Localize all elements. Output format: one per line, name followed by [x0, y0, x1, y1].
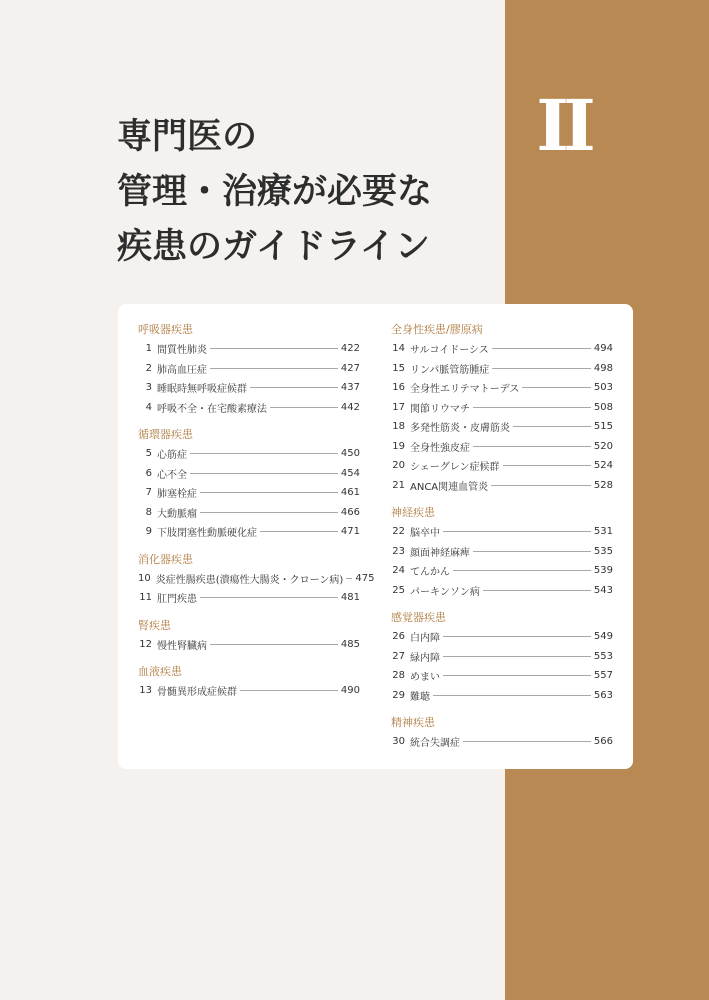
toc-leader-line	[260, 531, 338, 532]
toc-entry-page: 485	[340, 638, 360, 650]
toc-entry-title: 多発性筋炎・皮膚筋炎	[410, 423, 510, 435]
toc-leader-line	[522, 387, 591, 388]
toc-entry-number: 16	[392, 382, 405, 394]
toc-section	[138, 550, 375, 608]
toc-leader-line	[443, 531, 591, 532]
toc-entry-number: 8	[145, 506, 152, 518]
toc-entry-title: 呼吸不全・在宅酸素療法	[157, 403, 267, 415]
toc-entry-page: 508	[593, 401, 613, 413]
toc-entry-title: 関節リウマチ	[410, 403, 470, 415]
toc-entry-number: 13	[139, 685, 152, 697]
toc-section	[138, 425, 360, 542]
toc-entry-page: 553	[593, 650, 613, 662]
toc-entry-number: 5	[145, 448, 152, 460]
toc-entry-number: 20	[392, 460, 405, 472]
toc-entry[interactable]	[138, 444, 360, 464]
toc-entry-title: 慢性腎臓病	[157, 640, 207, 652]
toc-leader-line	[463, 741, 591, 742]
toc-entry-number: 3	[145, 382, 152, 394]
toc-entry-title: 難聴	[410, 691, 430, 703]
toc-entry-number: 14	[392, 343, 405, 355]
toc-entry-number: 11	[139, 592, 152, 604]
toc-section	[138, 662, 360, 701]
toc-entry-number: 26	[392, 631, 405, 643]
toc-leader-line	[473, 551, 591, 552]
title-line: 管理・治療が必要な	[117, 172, 433, 212]
toc-entry[interactable]	[138, 339, 360, 359]
toc-entry-title: 統合失調症	[410, 738, 460, 750]
toc-entry[interactable]	[391, 398, 613, 418]
toc-category-heading: 腎疾患	[138, 618, 171, 632]
toc-entry-title: 骨髄異形成症候群	[157, 687, 237, 699]
toc-entry[interactable]	[391, 627, 613, 647]
toc-entry[interactable]	[391, 732, 613, 752]
toc-entry-number: 2	[145, 362, 152, 374]
toc-leader-line	[453, 570, 591, 571]
toc-entry-title: 大動脈瘤	[157, 508, 197, 520]
toc-entry-title: 間質性肺炎	[157, 345, 207, 357]
toc-leader-line	[473, 446, 591, 447]
toc-entry-number: 9	[145, 526, 152, 538]
toc-entry-number: 29	[392, 689, 405, 701]
toc-entry-number: 24	[392, 565, 405, 577]
toc-leader-line	[240, 690, 338, 691]
part-numeral: II	[536, 84, 590, 167]
toc-entry-page: 471	[340, 526, 360, 538]
toc-entry-page: 437	[340, 382, 360, 394]
toc-entry[interactable]	[391, 456, 613, 476]
toc-entry-page: 528	[593, 479, 613, 491]
toc-entry-page: 461	[340, 487, 360, 499]
toc-category-heading: 全身性疾患/膠原病	[391, 323, 483, 336]
toc-entry[interactable]	[138, 483, 360, 503]
toc-entry[interactable]	[391, 686, 613, 706]
toc-leader-line	[503, 465, 591, 466]
toc-entry-page: 549	[593, 631, 613, 643]
toc-entry-title: 炎症性腸疾患(潰瘍性大腸炎・クローン病)	[155, 574, 344, 586]
toc-entry-number: 21	[392, 479, 405, 491]
toc-entry[interactable]	[138, 398, 360, 418]
toc-section	[138, 320, 360, 417]
toc-leader-line	[200, 512, 338, 513]
toc-entry[interactable]	[138, 503, 360, 523]
toc-entry-page: 450	[340, 448, 360, 460]
toc-leader-line	[433, 695, 591, 696]
toc-entry-title: パーキンソン病	[410, 586, 480, 598]
toc-leader-line	[190, 453, 338, 454]
toc-category-heading: 血液疾患	[138, 665, 182, 678]
toc-entry-page: 475	[355, 572, 375, 584]
toc-entry[interactable]	[138, 569, 375, 589]
toc-section	[391, 608, 613, 705]
toc-entry-title: 全身性エリテマトーデス	[410, 384, 520, 396]
toc-category-heading: 感覚器疾患	[391, 611, 446, 624]
toc-leader-line	[346, 578, 352, 579]
toc-entry-page: 557	[593, 670, 613, 682]
toc-entry-page: 442	[340, 401, 360, 413]
toc-leader-line	[491, 485, 591, 486]
toc-entry-page: 422	[340, 343, 360, 355]
toc-leader-line	[210, 348, 338, 349]
toc-entry-title: 心不全	[157, 469, 187, 481]
toc-entry-title: 下肢閉塞性動脈硬化症	[157, 528, 257, 540]
toc-entry-page: 454	[340, 467, 360, 479]
toc-entry-page: 481	[340, 592, 360, 604]
toc-entry[interactable]	[138, 464, 360, 484]
toc-category-heading: 循環器疾患	[138, 428, 193, 441]
toc-column-right	[391, 320, 613, 760]
toc-leader-line	[492, 348, 591, 349]
toc-entry[interactable]	[391, 581, 613, 601]
toc-entry-number: 19	[392, 440, 405, 452]
toc-leader-line	[210, 644, 338, 645]
toc-entry-number: 7	[145, 487, 152, 499]
toc-entry-number: 30	[392, 736, 405, 748]
toc-entry[interactable]	[138, 522, 360, 542]
table-of-contents-panel	[118, 304, 633, 769]
toc-entry-page: 498	[593, 362, 613, 374]
toc-entry-number: 6	[145, 467, 152, 479]
toc-entry[interactable]	[138, 681, 360, 701]
toc-column-left	[138, 320, 375, 709]
toc-entry-page: 503	[593, 382, 613, 394]
toc-entry-title: 肺高血圧症	[157, 364, 207, 376]
toc-entry-title: サルコイドーシス	[410, 345, 489, 357]
toc-leader-line	[200, 492, 338, 493]
toc-entry-title: ANCA関連血管炎	[410, 481, 489, 493]
toc-entry-number: 15	[392, 362, 405, 374]
toc-entry-page: 520	[593, 440, 613, 452]
toc-entry-page: 539	[593, 565, 613, 577]
toc-entry-title: 緑内障	[410, 652, 440, 664]
toc-entry-title: 白内障	[410, 633, 440, 645]
toc-entry-page: 490	[340, 685, 360, 697]
page-title	[117, 110, 507, 275]
toc-entry[interactable]	[391, 522, 613, 542]
toc-entry-title: めまい	[410, 672, 440, 684]
toc-leader-line	[443, 656, 591, 657]
toc-category-heading: 呼吸器疾患	[138, 323, 193, 336]
toc-entry-title: 顔面神経麻痺	[410, 547, 470, 559]
toc-leader-line	[513, 426, 591, 427]
toc-entry[interactable]	[391, 417, 613, 437]
toc-leader-line	[190, 473, 338, 474]
toc-section	[138, 616, 360, 655]
title-line: 疾患のガイドライン	[117, 227, 430, 267]
toc-entry-title: 肛門疾患	[157, 594, 197, 606]
toc-entry-number: 4	[145, 401, 152, 413]
toc-leader-line	[443, 675, 591, 676]
toc-entry-page: 566	[593, 736, 613, 748]
title-line: 専門医の	[117, 117, 258, 157]
toc-category-heading: 精神疾患	[391, 716, 435, 729]
toc-section	[391, 320, 613, 495]
toc-section	[391, 503, 613, 600]
toc-entry-page: 531	[593, 526, 613, 538]
toc-entry-title: シェーグレン症候群	[410, 462, 500, 474]
toc-leader-line	[250, 387, 338, 388]
toc-entry-number: 27	[392, 650, 405, 662]
toc-category-heading: 消化器疾患	[138, 552, 193, 566]
toc-entry[interactable]	[391, 666, 613, 686]
toc-entry-page: 524	[593, 460, 613, 472]
toc-entry-number: 25	[392, 584, 405, 596]
toc-entry-number: 10	[138, 572, 151, 584]
toc-category-heading: 神経疾患	[391, 506, 435, 519]
toc-entry-number: 17	[392, 401, 405, 413]
toc-entry-title: てんかん	[410, 567, 450, 579]
toc-entry[interactable]	[391, 359, 613, 379]
toc-entry[interactable]	[138, 359, 360, 379]
toc-entry-page: 515	[593, 421, 613, 433]
toc-leader-line	[200, 597, 338, 598]
toc-leader-line	[473, 407, 591, 408]
toc-entry[interactable]	[391, 476, 613, 496]
toc-entry[interactable]	[391, 647, 613, 667]
toc-entry-number: 28	[392, 670, 405, 682]
toc-entry-number: 22	[392, 526, 405, 538]
toc-entry-number: 1	[145, 343, 152, 355]
toc-entry[interactable]	[138, 635, 360, 655]
toc-entry[interactable]	[391, 561, 613, 581]
toc-entry-page: 535	[593, 545, 613, 557]
toc-entry-page: 563	[593, 689, 613, 701]
toc-entry-page: 543	[593, 584, 613, 596]
toc-entry[interactable]	[138, 588, 360, 608]
toc-entry-title: 全身性強皮症	[410, 442, 470, 454]
toc-entry[interactable]	[391, 542, 613, 562]
toc-entry[interactable]	[391, 378, 613, 398]
toc-entry-title: リンパ脈管筋腫症	[410, 364, 490, 376]
toc-entry-page: 427	[340, 362, 360, 374]
toc-entry-number: 23	[392, 545, 405, 557]
toc-entry-title: 睡眠時無呼吸症候群	[157, 384, 247, 396]
toc-entry[interactable]	[391, 339, 613, 359]
toc-leader-line	[492, 368, 591, 369]
toc-leader-line	[443, 636, 591, 637]
toc-entry-title: 心筋症	[157, 450, 187, 462]
toc-leader-line	[210, 368, 338, 369]
toc-leader-line	[270, 407, 338, 408]
toc-entry[interactable]	[391, 437, 613, 457]
toc-entry-number: 18	[392, 421, 405, 433]
toc-leader-line	[483, 590, 591, 591]
toc-entry-title: 脳卒中	[410, 528, 440, 540]
toc-entry[interactable]	[138, 378, 360, 398]
toc-entry-page: 494	[593, 343, 613, 355]
toc-entry-number: 12	[139, 638, 152, 650]
toc-entry-page: 466	[340, 506, 360, 518]
toc-section	[391, 713, 613, 752]
toc-entry-title: 肺塞栓症	[157, 489, 197, 501]
